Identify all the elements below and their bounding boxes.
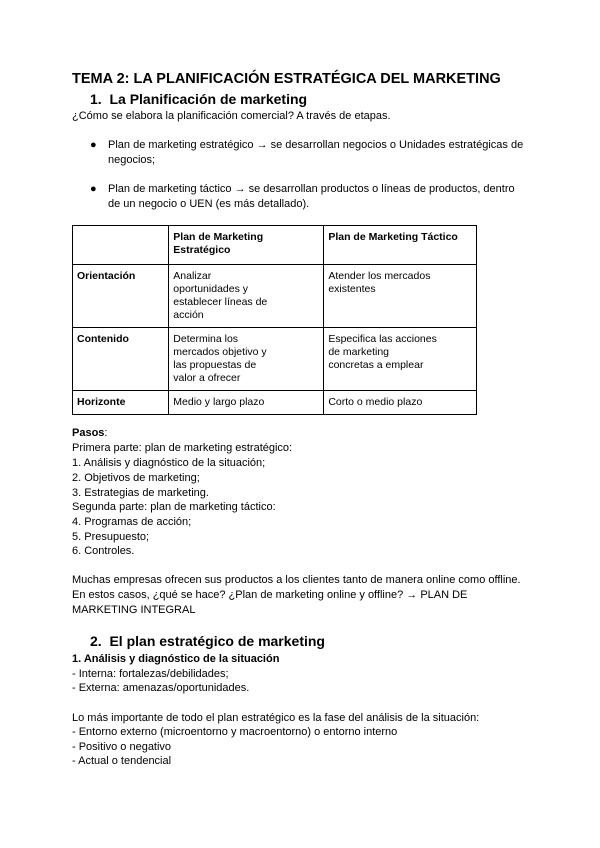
bullet-2-line-1: Plan de marketing táctico → se desarrollan productos o líneas de productos, dentro <box>108 183 515 195</box>
paragraph-line: En estos casos, ¿qué se hace? ¿Plan de marketing online y offline? → PLAN DE <box>72 589 468 601</box>
table-header-row <box>73 226 477 265</box>
pasos-line: 5. Presupuesto; <box>72 531 150 543</box>
comparison-table <box>72 225 477 415</box>
table-cell: Analizar oportunidades y establecer líneas de acción <box>169 265 324 328</box>
section-1-heading <box>90 91 307 108</box>
analysis-line: - Externa: amenazas/oportunidades. <box>72 682 250 694</box>
bullet-1-line-2: negocios; <box>108 154 156 166</box>
table-row <box>73 391 477 415</box>
section-1-number: 1. <box>90 91 102 107</box>
table-cell: Determina los mercados objetivo y las propuestas de valor a ofrecer <box>169 328 324 391</box>
pasos-line: 4. Programas de acción; <box>72 516 192 528</box>
section-2-heading <box>90 633 325 650</box>
paragraph-line: Muchas empresas ofrecen sus productos a los clientes tanto de manera online como offline. <box>72 574 521 586</box>
section-1-question: ¿Cómo se elabora la planificación comercial? A través de etapas. <box>72 110 391 122</box>
pasos-heading-text: Pasos <box>72 427 105 439</box>
table-header-cell: Plan de Marketing Estratégico <box>169 226 324 265</box>
pasos-line: 2. Objetivos de marketing; <box>72 472 200 484</box>
analysis-line: - Positivo o negativo <box>72 741 172 753</box>
analysis-line: - Interna: fortalezas/debilidades; <box>72 668 229 680</box>
section-1-title: La Planificación de marketing <box>109 91 308 107</box>
section-2-number: 2. <box>90 633 102 649</box>
paragraph-line: MARKETING INTEGRAL <box>72 604 196 616</box>
table-header-cell: Plan de Marketing Táctico <box>324 226 477 265</box>
table-row-label: Orientación <box>73 265 169 328</box>
bullet-1-line-1: Plan de marketing estratégico → se desarrollan negocios o Unidades estratégicas de <box>108 139 524 151</box>
table-row-label: Contenido <box>73 328 169 391</box>
section-2-intro: Lo más importante de todo el plan estratégico es la fase del análisis de la situación: <box>72 712 480 724</box>
pasos-colon: : <box>104 427 108 439</box>
bullet-dot: ● <box>90 183 97 195</box>
table-row <box>73 265 477 328</box>
table-cell: Corto o medio plazo <box>324 391 477 415</box>
table-row <box>73 328 477 391</box>
table-cell: Especifica las acciones de marketing concretas a emplear <box>324 328 477 391</box>
document-title: TEMA 2: LA PLANIFICACIÓN ESTRATÉGICA DEL MARKETING <box>72 71 501 87</box>
section-2-subheading: 1. Análisis y diagnóstico de la situación <box>72 653 280 665</box>
section-2-title: El plan estratégico de marketing <box>109 633 325 649</box>
pasos-line: Segunda parte: plan de marketing táctico: <box>72 501 276 513</box>
table-cell: Medio y largo plazo <box>169 391 324 415</box>
bullet-2-line-2: de un negocio o UEN (es más detallado). <box>108 198 310 210</box>
analysis-line: - Actual o tendencial <box>72 755 172 767</box>
bullet-dot: ● <box>90 139 97 151</box>
pasos-line: 3. Estrategias de marketing. <box>72 487 209 499</box>
table-row-label: Horizonte <box>73 391 169 415</box>
pasos-line: 6. Controles. <box>72 545 135 557</box>
pasos-line: Primera parte: plan de marketing estratégico: <box>72 442 293 454</box>
analysis-line: - Entorno externo (microentorno y macroentorno) o entorno interno <box>72 726 398 738</box>
pasos-line: 1. Análisis y diagnóstico de la situación; <box>72 457 266 469</box>
pasos-heading <box>72 426 107 440</box>
table-cell: Atender los mercados existentes <box>324 265 477 328</box>
table-header-cell <box>73 226 169 265</box>
